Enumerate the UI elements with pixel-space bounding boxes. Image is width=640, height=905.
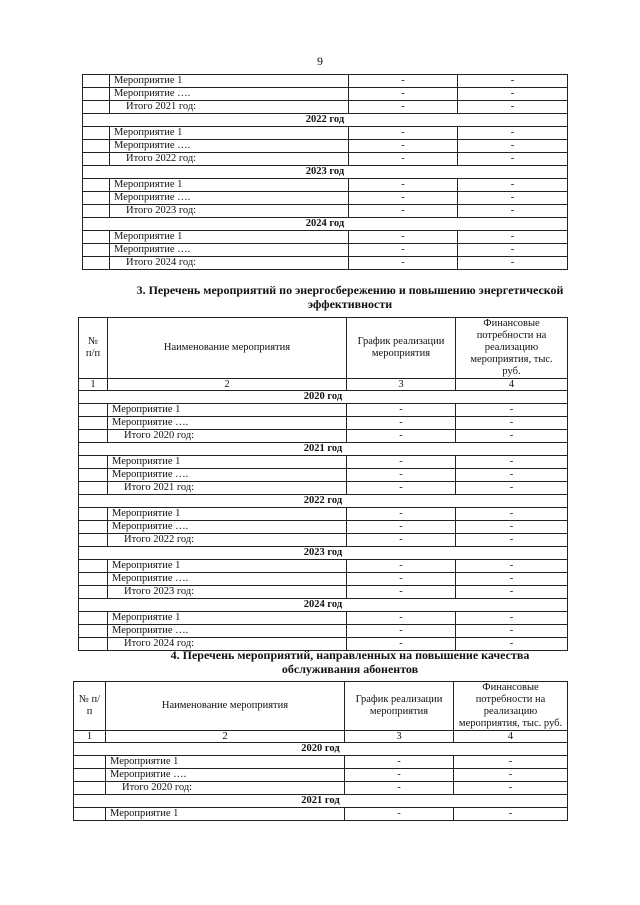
table-row xyxy=(83,179,568,192)
table-row xyxy=(79,469,568,482)
schedule-cell: - xyxy=(345,782,454,795)
schedule-cell: - xyxy=(347,469,456,482)
year-heading: 2022 год xyxy=(83,114,568,127)
schedule-cell: - xyxy=(347,404,456,417)
table-row xyxy=(83,244,568,257)
year-heading: 2020 год xyxy=(74,743,568,756)
measure-name: Мероприятие …. xyxy=(110,140,349,153)
table-header-row xyxy=(74,682,568,731)
finance-cell: - xyxy=(458,192,568,205)
section-3-table xyxy=(78,317,568,651)
schedule-cell: - xyxy=(349,179,458,192)
total-row xyxy=(79,482,568,495)
row-number-cell xyxy=(83,257,110,270)
schedule-cell: - xyxy=(345,756,454,769)
total-row xyxy=(83,101,568,114)
total-row xyxy=(83,153,568,166)
schedule-cell: - xyxy=(347,456,456,469)
schedule-cell: - xyxy=(349,205,458,218)
finance-cell: - xyxy=(458,101,568,114)
year-heading: 2023 год xyxy=(79,547,568,560)
header-num: № п/п xyxy=(74,682,106,731)
schedule-cell: - xyxy=(349,192,458,205)
measure-name: Мероприятие …. xyxy=(110,88,349,101)
total-row xyxy=(79,430,568,443)
year-heading: 2024 год xyxy=(79,599,568,612)
header-name: Наименование мероприятия xyxy=(108,318,347,379)
row-number-cell xyxy=(79,625,108,638)
year-row xyxy=(79,443,568,456)
header-schedule: График реализации мероприятия xyxy=(345,682,454,731)
measure-name: Мероприятие 1 xyxy=(110,75,349,88)
table-row xyxy=(74,808,568,821)
measure-name: Мероприятие 1 xyxy=(108,508,347,521)
year-row xyxy=(74,743,568,756)
row-number-cell xyxy=(83,101,110,114)
table-header-row xyxy=(79,318,568,379)
measure-name: Мероприятие …. xyxy=(108,625,347,638)
table-row xyxy=(79,417,568,430)
row-number-cell xyxy=(79,456,108,469)
row-number-cell xyxy=(79,508,108,521)
row-number-cell xyxy=(83,244,110,257)
year-row xyxy=(79,495,568,508)
finance-cell: - xyxy=(456,573,568,586)
measure-name: Мероприятие …. xyxy=(108,573,347,586)
finance-cell: - xyxy=(456,469,568,482)
row-number-cell xyxy=(79,573,108,586)
year-row xyxy=(83,218,568,231)
measure-name: Мероприятие 1 xyxy=(108,456,347,469)
row-number-cell xyxy=(83,205,110,218)
schedule-cell: - xyxy=(347,625,456,638)
schedule-cell: - xyxy=(345,808,454,821)
year-row xyxy=(79,391,568,404)
measure-name: Мероприятие 1 xyxy=(106,808,345,821)
schedule-cell: - xyxy=(347,508,456,521)
schedule-cell: - xyxy=(347,417,456,430)
table-row xyxy=(83,192,568,205)
column-number-row: 1 2 3 4 xyxy=(79,379,568,391)
header-schedule: График реализации мероприятия xyxy=(347,318,456,379)
finance-cell: - xyxy=(456,430,568,443)
page-number: 9 xyxy=(317,54,323,68)
measure-name: Мероприятие 1 xyxy=(110,127,349,140)
finance-cell: - xyxy=(458,205,568,218)
schedule-cell: - xyxy=(349,257,458,270)
year-row xyxy=(83,166,568,179)
year-row xyxy=(79,599,568,612)
finance-cell: - xyxy=(454,808,568,821)
table-row xyxy=(83,127,568,140)
finance-cell: - xyxy=(458,88,568,101)
finance-cell: - xyxy=(458,153,568,166)
section-4-table xyxy=(73,681,568,821)
column-number-row: 1 2 3 4 xyxy=(74,731,568,743)
measure-name: Итого 2021 год: xyxy=(110,101,349,114)
total-row xyxy=(74,782,568,795)
year-heading: 2023 год xyxy=(83,166,568,179)
year-row xyxy=(79,547,568,560)
continued-table xyxy=(82,74,568,270)
table-row xyxy=(79,612,568,625)
schedule-cell: - xyxy=(347,521,456,534)
table-row xyxy=(79,560,568,573)
measure-name: Мероприятие …. xyxy=(110,244,349,257)
finance-cell: - xyxy=(458,179,568,192)
finance-cell: - xyxy=(458,244,568,257)
row-number-cell xyxy=(79,417,108,430)
measure-name: Итого 2020 год: xyxy=(106,782,345,795)
finance-cell: - xyxy=(454,782,568,795)
table-row xyxy=(83,88,568,101)
finance-cell: - xyxy=(458,140,568,153)
year-heading: 2024 год xyxy=(83,218,568,231)
row-number-cell xyxy=(79,469,108,482)
measure-name: Мероприятие 1 xyxy=(108,404,347,417)
schedule-cell: - xyxy=(349,140,458,153)
measure-name: Мероприятие …. xyxy=(106,769,345,782)
measure-name: Мероприятие …. xyxy=(108,417,347,430)
measure-name: Итого 2023 год: xyxy=(110,205,349,218)
row-number-cell xyxy=(83,231,110,244)
measure-name: Итого 2021 год: xyxy=(108,482,347,495)
measure-name: Мероприятие 1 xyxy=(108,612,347,625)
row-number-cell xyxy=(74,769,106,782)
schedule-cell: - xyxy=(347,638,456,651)
measure-name: Итого 2023 год: xyxy=(108,586,347,599)
year-heading: 2021 год xyxy=(79,443,568,456)
finance-cell: - xyxy=(456,612,568,625)
schedule-cell: - xyxy=(347,534,456,547)
row-number-cell xyxy=(79,560,108,573)
section-3-title: 3. Перечень мероприятий по энергосбережению и повышению энергетической эффективности xyxy=(136,283,564,311)
schedule-cell: - xyxy=(347,573,456,586)
row-number-cell xyxy=(79,482,108,495)
row-number-cell xyxy=(83,88,110,101)
row-number-cell xyxy=(74,808,106,821)
measure-name: Мероприятие …. xyxy=(108,469,347,482)
year-row xyxy=(74,795,568,808)
year-heading: 2021 год xyxy=(74,795,568,808)
table-row xyxy=(83,140,568,153)
header-finance: Финансовые потребности на реализацию мероприятия, тыс. руб. xyxy=(454,682,568,731)
table-row xyxy=(74,769,568,782)
header-num: № п/п xyxy=(79,318,108,379)
finance-cell: - xyxy=(456,638,568,651)
row-number-cell xyxy=(83,179,110,192)
table-row xyxy=(74,756,568,769)
finance-cell: - xyxy=(456,508,568,521)
finance-cell: - xyxy=(456,404,568,417)
schedule-cell: - xyxy=(345,769,454,782)
measure-name: Мероприятие 1 xyxy=(110,179,349,192)
schedule-cell: - xyxy=(349,88,458,101)
schedule-cell: - xyxy=(347,560,456,573)
year-heading: 2022 год xyxy=(79,495,568,508)
measure-name: Итого 2024 год: xyxy=(110,257,349,270)
measure-name: Мероприятие …. xyxy=(108,521,347,534)
year-heading: 2020 год xyxy=(79,391,568,404)
finance-cell: - xyxy=(456,534,568,547)
table-row xyxy=(79,573,568,586)
schedule-cell: - xyxy=(349,127,458,140)
finance-cell: - xyxy=(456,625,568,638)
total-row xyxy=(83,205,568,218)
table-row xyxy=(79,456,568,469)
total-row xyxy=(83,257,568,270)
schedule-cell: - xyxy=(347,482,456,495)
row-number-cell xyxy=(83,140,110,153)
measure-name: Итого 2024 год: xyxy=(108,638,347,651)
table-row xyxy=(79,625,568,638)
row-number-cell xyxy=(79,586,108,599)
row-number-cell xyxy=(83,192,110,205)
schedule-cell: - xyxy=(349,101,458,114)
finance-cell: - xyxy=(456,482,568,495)
row-number-cell xyxy=(74,756,106,769)
table-row xyxy=(79,508,568,521)
section-4-title: 4. Перечень мероприятий, направленных на повышение качества обслуживания абонентов xyxy=(170,648,530,676)
total-row xyxy=(79,586,568,599)
measure-name: Мероприятие 1 xyxy=(110,231,349,244)
schedule-cell: - xyxy=(347,612,456,625)
measure-name: Мероприятие 1 xyxy=(108,560,347,573)
schedule-cell: - xyxy=(347,430,456,443)
finance-cell: - xyxy=(454,756,568,769)
measure-name: Мероприятие 1 xyxy=(106,756,345,769)
measure-name: Мероприятие …. xyxy=(110,192,349,205)
finance-cell: - xyxy=(458,127,568,140)
measure-name: Итого 2022 год: xyxy=(108,534,347,547)
row-number-cell xyxy=(83,153,110,166)
schedule-cell: - xyxy=(347,586,456,599)
header-name: Наименование мероприятия xyxy=(106,682,345,731)
finance-cell: - xyxy=(456,521,568,534)
schedule-cell: - xyxy=(349,231,458,244)
finance-cell: - xyxy=(458,257,568,270)
finance-cell: - xyxy=(456,456,568,469)
row-number-cell xyxy=(79,521,108,534)
finance-cell: - xyxy=(456,417,568,430)
finance-cell: - xyxy=(458,75,568,88)
table-row xyxy=(83,231,568,244)
measure-name: Итого 2022 год: xyxy=(110,153,349,166)
measure-name: Итого 2020 год: xyxy=(108,430,347,443)
row-number-cell xyxy=(83,75,110,88)
finance-cell: - xyxy=(456,586,568,599)
row-number-cell xyxy=(74,782,106,795)
table-row xyxy=(79,404,568,417)
total-row xyxy=(79,534,568,547)
row-number-cell xyxy=(79,430,108,443)
header-finance: Финансовые потребности на реализацию мероприятия, тыс. руб. xyxy=(456,318,568,379)
table-row xyxy=(79,521,568,534)
row-number-cell xyxy=(79,534,108,547)
finance-cell: - xyxy=(454,769,568,782)
schedule-cell: - xyxy=(349,153,458,166)
schedule-cell: - xyxy=(349,244,458,257)
finance-cell: - xyxy=(456,560,568,573)
row-number-cell xyxy=(83,127,110,140)
finance-cell: - xyxy=(458,231,568,244)
row-number-cell xyxy=(79,404,108,417)
year-row xyxy=(83,114,568,127)
table-row xyxy=(83,75,568,88)
schedule-cell: - xyxy=(349,75,458,88)
row-number-cell xyxy=(79,612,108,625)
